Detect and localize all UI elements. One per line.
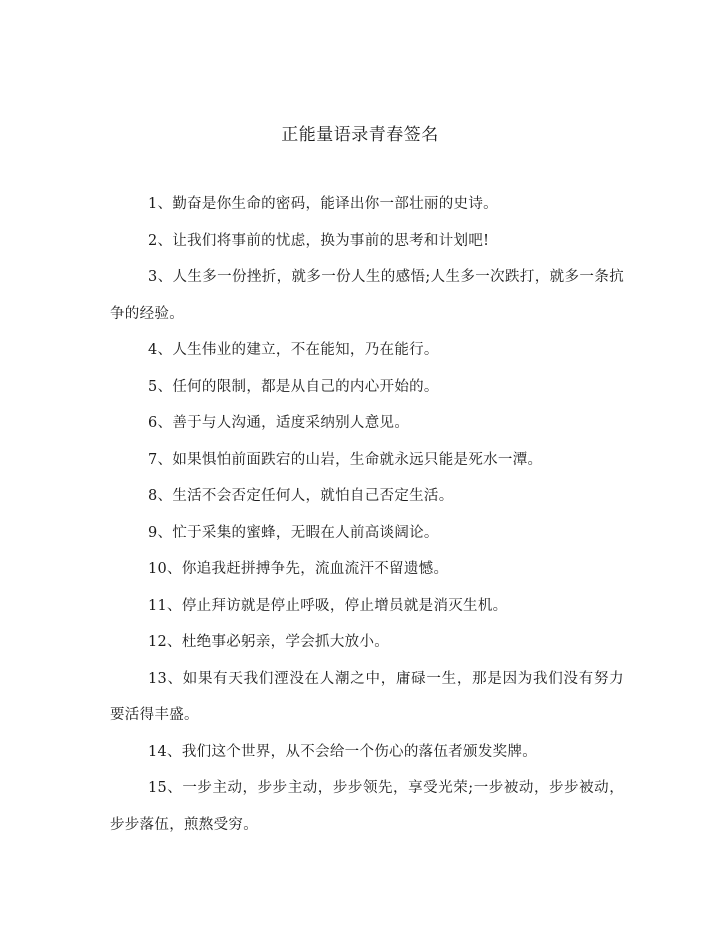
quote-item-8: 8、生活不会否定任何人，就怕自己否定生活。 — [148, 488, 454, 504]
quote-item-11: 11、停止拜访就是停止呼吸，停止增员就是消灭生机。 — [148, 597, 508, 614]
quote-item-9: 9、忙于采集的蜜蜂，无暇在人前高谈阔论。 — [148, 524, 439, 541]
document-body — [110, 186, 624, 843]
quote-item-13: 13、如果有天我们湮没在人潮之中，庸碌一生，那是因为我们没有努力要活得丰盛。 — [110, 670, 624, 723]
quote-item-7: 7、如果惧怕前面跌宕的山岩，生命就永远只能是死水一潭。 — [148, 451, 543, 468]
quote-item-6: 6、善于与人沟通，适度采纳别人意见。 — [148, 415, 410, 431]
document-title: 正能量语录青春签名 — [281, 125, 439, 145]
quote-item-4: 4、人生伟业的建立，不在能知，乃在能行。 — [148, 342, 439, 358]
quote-item-15: 15、一步主动，步步主动，步步领先，享受光荣;一步被动，步步被动，步步落伍，煎熬受穷。 — [110, 780, 624, 833]
quote-item-10: 10、你追我赶拼搏争先，流血流汗不留遗憾。 — [148, 561, 449, 577]
quote-item-1: 1、勤奋是你生命的密码，能译出你一部壮丽的史诗。 — [148, 196, 498, 212]
quote-item-3: 3、人生多一份挫折，就多一份人生的感悟;人生多一次跌打，就多一条抗争的经验。 — [110, 269, 624, 322]
quote-item-5: 5、任何的限制，都是从自己的内心开始的。 — [148, 378, 439, 395]
quote-item-12: 12、杜绝事必躬亲，学会抓大放小。 — [148, 634, 390, 650]
quote-item-2: 2、让我们将事前的忧虑，换为事前的思考和计划吧! — [148, 232, 490, 249]
quote-item-14: 14、我们这个世界，从不会给一个伤心的落伍者颁发奖牌。 — [148, 743, 538, 760]
